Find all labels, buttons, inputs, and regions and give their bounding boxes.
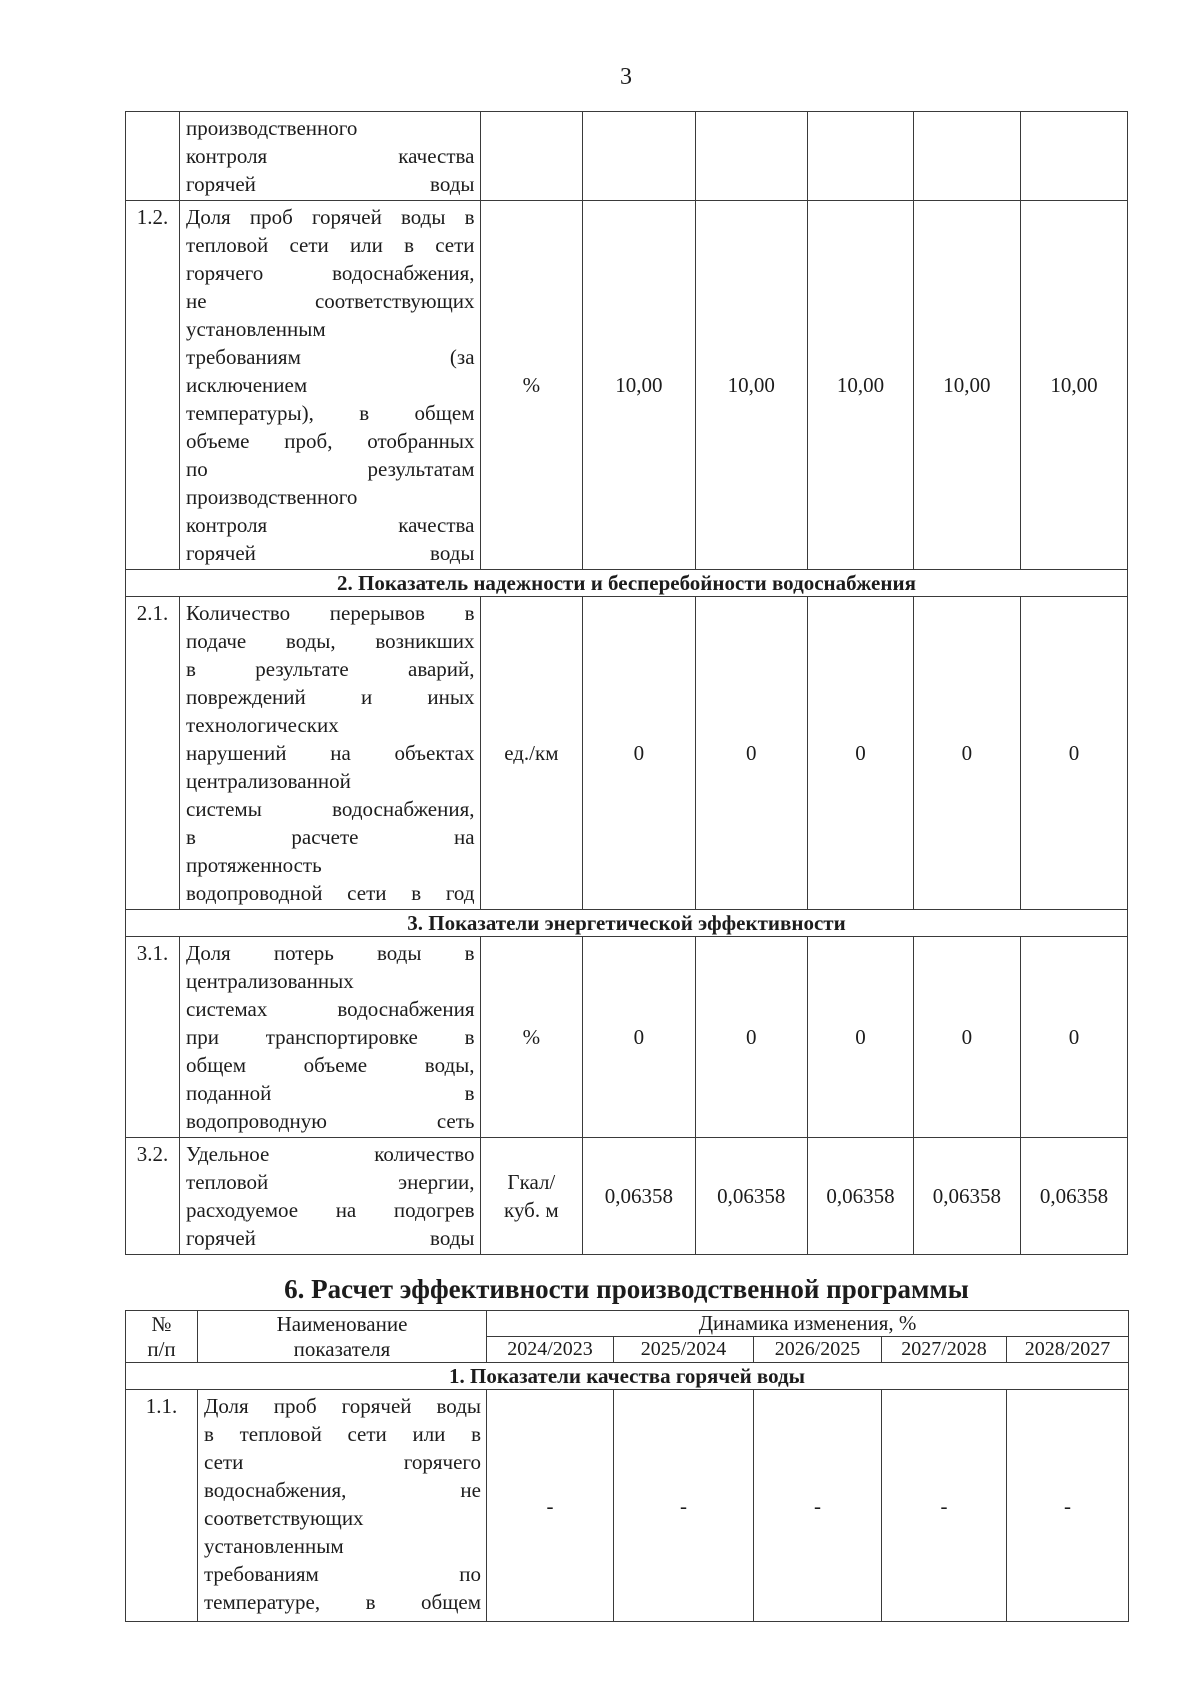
value-cell: 10,00 (583, 201, 695, 570)
value-cell: 0 (913, 937, 1020, 1138)
table-row-3-2 (126, 1138, 1128, 1255)
description-line: системы водоснабжения, (186, 797, 475, 821)
description-line: тепловой сети или в сети (186, 233, 475, 257)
description-line: по результатам (186, 457, 475, 481)
header-line: п/п (147, 1336, 176, 1361)
description-line: соответствующих (204, 1506, 364, 1530)
unit-cell: % (480, 937, 583, 1138)
table-row-3-1 (126, 937, 1128, 1138)
section-title: 3. Показатели энергетической эффективности (126, 910, 1128, 937)
description-line: расходуемое на подогрев (186, 1198, 475, 1222)
value-cell: 0 (913, 597, 1020, 910)
section-row-1 (126, 1363, 1129, 1390)
table-row-1-1 (126, 1390, 1129, 1622)
value-cell: 0,06358 (583, 1138, 695, 1255)
description-line: требованиям (за (186, 345, 475, 369)
year-header: 2025/2024 (614, 1337, 754, 1363)
row-number: 2.1. (126, 597, 180, 910)
table-row-2-1 (126, 597, 1128, 910)
year-header: 2026/2025 (754, 1337, 882, 1363)
description-line: контроля качества (186, 513, 475, 537)
row-number: 1.1. (126, 1390, 198, 1622)
description-line: горячей воды (186, 1226, 475, 1250)
value-cell: - (614, 1390, 754, 1622)
description-line: в расчете на (186, 825, 475, 849)
description-line: не соответствующих (186, 289, 475, 313)
value-cell: 0,06358 (913, 1138, 1020, 1255)
table-row-continued (126, 112, 1128, 201)
value-cell: - (882, 1390, 1007, 1622)
description-line: подаче воды, возникших (186, 629, 475, 653)
indicators-table (125, 111, 1128, 1255)
value-cell: 10,00 (808, 201, 914, 570)
row-number: 1.2. (126, 201, 180, 570)
description-line: Удельное количество (186, 1142, 475, 1166)
description-line: водопроводную сеть (186, 1109, 475, 1133)
description-line: производственного (186, 485, 358, 509)
description-line: водопроводной сети в год (186, 881, 475, 905)
description-line: Доля проб горячей воды в (186, 205, 475, 229)
description-line: установленным (204, 1534, 344, 1558)
number-header (126, 1311, 198, 1363)
indicator-description (180, 597, 480, 910)
description-line: объеме проб, отобранных (186, 429, 475, 453)
description-line: исключением (186, 373, 308, 397)
value-cell: 0 (583, 937, 695, 1138)
description-line: горячего водоснабжения, (186, 261, 475, 285)
description-line: установленным (186, 317, 326, 341)
description-line: в тепловой сети или в (204, 1422, 481, 1446)
description-line: технологических (186, 713, 339, 737)
section-title: 1. Показатели качества горячей воды (126, 1363, 1129, 1390)
description-line: общем объеме воды, (186, 1053, 475, 1077)
row-number: 3.1. (126, 937, 180, 1138)
description-line: поданной в (186, 1081, 475, 1105)
value-cell: 0 (808, 597, 914, 910)
section-row-3 (126, 910, 1128, 937)
description-line: температуре, в общем (204, 1590, 481, 1614)
description-line: централизованной (186, 769, 351, 793)
section-row-2 (126, 570, 1128, 597)
section-title: 2. Показатель надежности и бесперебойности водоснабжения (126, 570, 1128, 597)
indicator-description (180, 201, 480, 570)
description-line: в результате аварий, (186, 657, 475, 681)
value-cell: - (1007, 1390, 1129, 1622)
description-line: Доля потерь воды в (186, 941, 475, 965)
description-line: Доля проб горячей воды (204, 1394, 481, 1418)
description-line: производственного (186, 116, 358, 140)
description-line: сети горячего (204, 1450, 481, 1474)
description-line: требованиям по (204, 1562, 481, 1586)
description-line: нарушений на объектах (186, 741, 475, 765)
year-header: 2028/2027 (1007, 1337, 1129, 1363)
description-line: системах водоснабжения (186, 997, 475, 1021)
value-cell: 0,06358 (1020, 1138, 1127, 1255)
value-cell: 0 (695, 937, 807, 1138)
indicator-description (180, 1138, 480, 1255)
value-cell: 10,00 (1020, 201, 1127, 570)
value-cell: 0 (1020, 937, 1127, 1138)
value-cell: 10,00 (695, 201, 807, 570)
value-cell: 0,06358 (808, 1138, 914, 1255)
value-cell: 10,00 (913, 201, 1020, 570)
efficiency-table (125, 1310, 1129, 1622)
unit-cell: ед./км (480, 597, 583, 910)
value-cell: 0,06358 (695, 1138, 807, 1255)
description-line: горячей воды (186, 541, 475, 565)
header-row (126, 1311, 1129, 1337)
name-header (198, 1311, 487, 1363)
description-line: централизованных (186, 969, 354, 993)
unit-line: куб. м (504, 1198, 559, 1222)
value-cell: 0 (1020, 597, 1127, 910)
indicator-description (180, 937, 480, 1138)
value-cell: 0 (583, 597, 695, 910)
description-line: горячей воды (186, 172, 475, 196)
header-line: № (151, 1311, 172, 1336)
value-cell: 0 (808, 937, 914, 1138)
value-cell: 0 (695, 597, 807, 910)
page-number: 3 (620, 64, 632, 90)
value-cell: - (754, 1390, 882, 1622)
indicator-description (180, 112, 480, 201)
table-row-1-2 (126, 201, 1128, 570)
unit-line: Гкал/ (507, 1170, 556, 1194)
section-heading: 6. Расчет эффективности производственной программы (284, 1274, 969, 1304)
description-line: повреждений и иных (186, 685, 475, 709)
value-cell: - (487, 1390, 614, 1622)
row-number: 3.2. (126, 1138, 180, 1255)
description-line: Количество перерывов в (186, 601, 475, 625)
description-line: водоснабжения, не (204, 1478, 481, 1502)
dynamics-header: Динамика изменения, % (487, 1311, 1129, 1337)
header-line: показателя (293, 1336, 391, 1361)
indicator-description (198, 1390, 487, 1622)
description-line: контроля качества (186, 144, 475, 168)
description-line: тепловой энергии, (186, 1170, 475, 1194)
year-header: 2024/2023 (487, 1337, 614, 1363)
description-line: при транспортировке в (186, 1025, 475, 1049)
year-header: 2027/2028 (882, 1337, 1007, 1363)
unit-cell: % (480, 201, 583, 570)
description-line: температуры), в общем (186, 401, 475, 425)
description-line: протяженность (186, 853, 322, 877)
unit-cell (480, 1138, 583, 1255)
header-line: Наименование (276, 1311, 408, 1336)
